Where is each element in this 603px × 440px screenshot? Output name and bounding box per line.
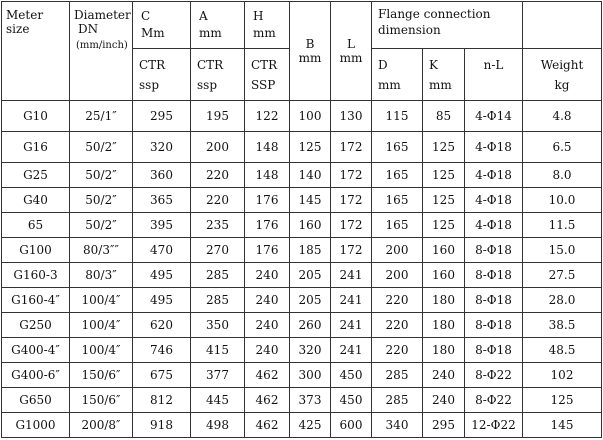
- cell-n-l: 8-Φ18: [465, 238, 523, 263]
- cell-l: 241: [331, 288, 372, 313]
- cell-k: 240: [423, 387, 465, 412]
- cell-meter-size: G160-3: [2, 263, 70, 288]
- cell-weight: 6.5: [523, 132, 602, 163]
- cell-n-l: 4-Φ18: [465, 213, 523, 238]
- cell-d: 165: [372, 213, 423, 238]
- table-row: [2, 313, 602, 338]
- cell-b: 320: [290, 338, 331, 363]
- cell-l: 241: [331, 263, 372, 288]
- cell-d: 220: [372, 313, 423, 338]
- cell-meter-size: G400-4″: [2, 338, 70, 363]
- cell-b: 425: [290, 412, 331, 437]
- specification-table: [1, 1, 602, 438]
- cell-d: 285: [372, 387, 423, 412]
- table-row: [2, 263, 602, 288]
- cell-meter-size: G650: [2, 387, 70, 412]
- cell-meter-size: G250: [2, 313, 70, 338]
- cell-c: 365: [133, 188, 191, 213]
- header-l: L mm: [331, 2, 372, 101]
- cell-c: 746: [133, 338, 191, 363]
- cell-weight: 27.5: [523, 263, 602, 288]
- header-c: C Mm: [133, 2, 191, 49]
- cell-meter-size: G10: [2, 101, 70, 132]
- cell-weight: 10.0: [523, 188, 602, 213]
- cell-d: 165: [372, 188, 423, 213]
- cell-b: 260: [290, 313, 331, 338]
- cell-a: 415: [191, 338, 245, 363]
- cell-diameter: 80/3″: [70, 263, 133, 288]
- header-weight-blank: [523, 2, 602, 49]
- cell-l: 172: [331, 238, 372, 263]
- cell-l: 172: [331, 163, 372, 188]
- cell-n-l: 4-Φ18: [465, 188, 523, 213]
- table-row: [2, 238, 602, 263]
- cell-diameter: 25/1″: [70, 101, 133, 132]
- cell-a: 270: [191, 238, 245, 263]
- cell-l: 600: [331, 412, 372, 437]
- header-h: H mm: [245, 2, 290, 49]
- cell-a: 285: [191, 288, 245, 313]
- header-k: K mm: [423, 49, 465, 101]
- cell-c: 360: [133, 163, 191, 188]
- cell-n-l: 8-Φ18: [465, 263, 523, 288]
- cell-diameter: 50/2″: [70, 163, 133, 188]
- cell-h: 462: [245, 412, 290, 437]
- cell-c: 918: [133, 412, 191, 437]
- cell-h: 176: [245, 213, 290, 238]
- cell-weight: 15.0: [523, 238, 602, 263]
- cell-k: 180: [423, 338, 465, 363]
- header-diameter: Diameter DN (mm/inch): [70, 2, 133, 101]
- cell-l: 450: [331, 363, 372, 388]
- cell-c: 495: [133, 288, 191, 313]
- table-row: [2, 412, 602, 437]
- cell-k: 125: [423, 213, 465, 238]
- cell-a: 235: [191, 213, 245, 238]
- cell-h: 240: [245, 288, 290, 313]
- cell-l: 450: [331, 387, 372, 412]
- cell-d: 115: [372, 101, 423, 132]
- cell-k: 240: [423, 363, 465, 388]
- cell-n-l: 4-Φ18: [465, 132, 523, 163]
- cell-meter-size: 65: [2, 213, 70, 238]
- cell-diameter: 150/6″: [70, 387, 133, 412]
- cell-d: 165: [372, 132, 423, 163]
- cell-a: 220: [191, 188, 245, 213]
- cell-d: 165: [372, 163, 423, 188]
- cell-b: 205: [290, 263, 331, 288]
- cell-a: 200: [191, 132, 245, 163]
- cell-b: 185: [290, 238, 331, 263]
- cell-h: 462: [245, 387, 290, 412]
- cell-h: 240: [245, 263, 290, 288]
- cell-h: 176: [245, 238, 290, 263]
- cell-h: 240: [245, 313, 290, 338]
- cell-h: 122: [245, 101, 290, 132]
- cell-diameter: 100/4″: [70, 338, 133, 363]
- cell-k: 125: [423, 188, 465, 213]
- cell-diameter: 50/2″: [70, 213, 133, 238]
- cell-c: 320: [133, 132, 191, 163]
- cell-diameter: 50/2″: [70, 132, 133, 163]
- cell-weight: 8.0: [523, 163, 602, 188]
- cell-weight: 38.5: [523, 313, 602, 338]
- cell-h: 148: [245, 132, 290, 163]
- cell-a: 220: [191, 163, 245, 188]
- cell-n-l: 8-Φ18: [465, 313, 523, 338]
- cell-weight: 11.5: [523, 213, 602, 238]
- table-row: [2, 288, 602, 313]
- cell-k: 160: [423, 238, 465, 263]
- cell-a: 350: [191, 313, 245, 338]
- table-header: [2, 2, 602, 101]
- cell-c: 675: [133, 363, 191, 388]
- cell-weight: 4.8: [523, 101, 602, 132]
- cell-n-l: 4-Φ14: [465, 101, 523, 132]
- cell-meter-size: G16: [2, 132, 70, 163]
- table-row: [2, 163, 602, 188]
- cell-b: 300: [290, 363, 331, 388]
- cell-b: 100: [290, 101, 331, 132]
- cell-a: 377: [191, 363, 245, 388]
- cell-k: 125: [423, 163, 465, 188]
- cell-a: 445: [191, 387, 245, 412]
- cell-k: 180: [423, 313, 465, 338]
- cell-d: 200: [372, 238, 423, 263]
- cell-weight: 125: [523, 387, 602, 412]
- cell-b: 160: [290, 213, 331, 238]
- cell-b: 205: [290, 288, 331, 313]
- cell-l: 172: [331, 213, 372, 238]
- header-flange: Flange connection dimension: [372, 2, 523, 49]
- cell-d: 285: [372, 363, 423, 388]
- table-row: [2, 338, 602, 363]
- cell-c: 395: [133, 213, 191, 238]
- header-b: B mm: [290, 2, 331, 101]
- cell-n-l: 4-Φ18: [465, 163, 523, 188]
- cell-n-l: 8-Φ22: [465, 387, 523, 412]
- cell-weight: 28.0: [523, 288, 602, 313]
- cell-h: 240: [245, 338, 290, 363]
- cell-meter-size: G25: [2, 163, 70, 188]
- cell-diameter: 100/4″: [70, 288, 133, 313]
- cell-b: 140: [290, 163, 331, 188]
- cell-n-l: 12-Φ22: [465, 412, 523, 437]
- table-row: [2, 132, 602, 163]
- table-row: [2, 363, 602, 388]
- cell-b: 125: [290, 132, 331, 163]
- cell-diameter: 100/4″: [70, 313, 133, 338]
- cell-diameter: 80/3″″: [70, 238, 133, 263]
- table-row: [2, 188, 602, 213]
- table-row: [2, 387, 602, 412]
- cell-k: 295: [423, 412, 465, 437]
- header-c-sub: CTR ssp: [133, 49, 191, 101]
- cell-meter-size: G40: [2, 188, 70, 213]
- table-row: [2, 101, 602, 132]
- cell-k: 125: [423, 132, 465, 163]
- cell-a: 195: [191, 101, 245, 132]
- cell-a: 498: [191, 412, 245, 437]
- cell-c: 470: [133, 238, 191, 263]
- cell-c: 620: [133, 313, 191, 338]
- cell-a: 285: [191, 263, 245, 288]
- cell-c: 295: [133, 101, 191, 132]
- header-a: A mm: [191, 2, 245, 49]
- cell-l: 241: [331, 313, 372, 338]
- cell-h: 148: [245, 163, 290, 188]
- cell-b: 145: [290, 188, 331, 213]
- cell-meter-size: G400-6″: [2, 363, 70, 388]
- cell-n-l: 8-Φ18: [465, 288, 523, 313]
- cell-d: 220: [372, 338, 423, 363]
- cell-k: 85: [423, 101, 465, 132]
- cell-h: 462: [245, 363, 290, 388]
- cell-meter-size: G100: [2, 238, 70, 263]
- cell-diameter: 200/8″: [70, 412, 133, 437]
- table-body: [2, 101, 602, 438]
- header-weight: Weight kg: [523, 49, 602, 101]
- cell-k: 160: [423, 263, 465, 288]
- cell-c: 812: [133, 387, 191, 412]
- cell-l: 241: [331, 338, 372, 363]
- cell-n-l: 8-Φ22: [465, 363, 523, 388]
- cell-n-l: 8-Φ18: [465, 338, 523, 363]
- header-h-sub: CTR SSP: [245, 49, 290, 101]
- cell-l: 130: [331, 101, 372, 132]
- cell-d: 200: [372, 263, 423, 288]
- cell-d: 220: [372, 288, 423, 313]
- cell-weight: 145: [523, 412, 602, 437]
- cell-weight: 102: [523, 363, 602, 388]
- cell-diameter: 50/2″: [70, 188, 133, 213]
- table-row: [2, 213, 602, 238]
- cell-c: 495: [133, 263, 191, 288]
- cell-d: 340: [372, 412, 423, 437]
- cell-meter-size: G160-4″: [2, 288, 70, 313]
- header-nl: n-L: [465, 49, 523, 101]
- header-d: D mm: [372, 49, 423, 101]
- cell-k: 180: [423, 288, 465, 313]
- cell-l: 172: [331, 188, 372, 213]
- cell-l: 172: [331, 132, 372, 163]
- cell-h: 176: [245, 188, 290, 213]
- cell-b: 373: [290, 387, 331, 412]
- header-a-sub: CTR ssp: [191, 49, 245, 101]
- cell-meter-size: G1000: [2, 412, 70, 437]
- cell-weight: 48.5: [523, 338, 602, 363]
- header-meter-size: Meter size: [2, 2, 70, 101]
- cell-diameter: 150/6″: [70, 363, 133, 388]
